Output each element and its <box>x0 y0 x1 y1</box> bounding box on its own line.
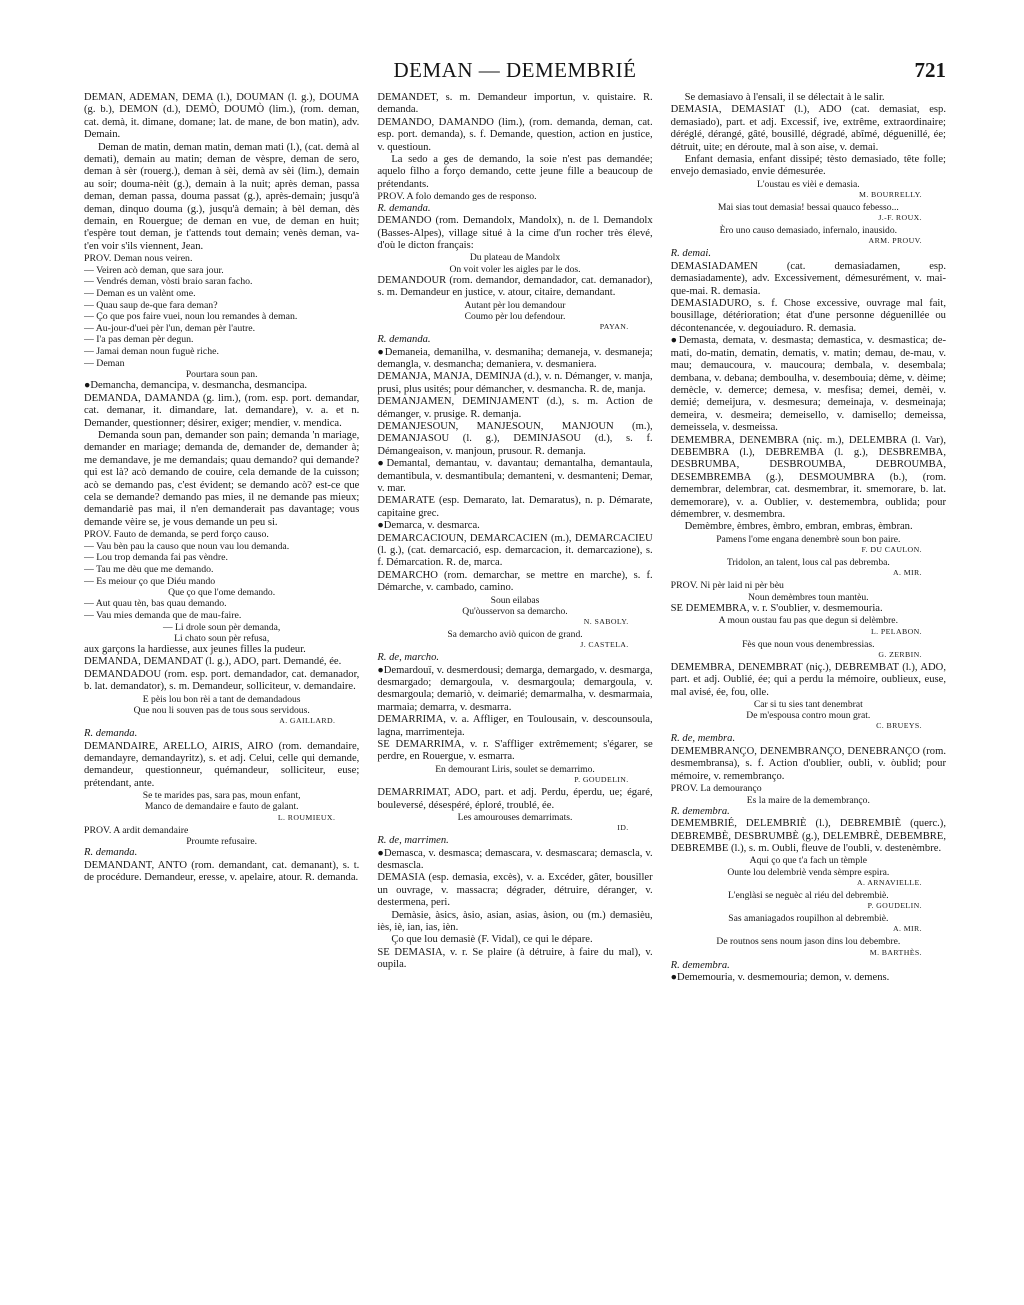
etymology-reference: R. de, marcho. <box>377 652 440 664</box>
quotation-author: A. ARNAVIELLE. <box>856 877 922 887</box>
quotation-author: A. GAILLARD. <box>279 716 336 726</box>
etymology-reference: R. demanda. <box>377 202 431 214</box>
quotation-line: Coumo pèr lou defendour. <box>464 310 566 322</box>
quotation-author: J. CASTELA. <box>580 640 629 650</box>
proverb-line: — Aut quau tèn, bas quau demando. <box>84 598 227 610</box>
quotation-line: Pamens l'ome engana denembrè soun bon paire. <box>716 533 901 545</box>
quotation-author: P. GOUDELIN. <box>574 775 629 785</box>
etymology-reference: R. demai. <box>670 248 711 260</box>
dictionary-entry: ●Demasca, v. desmasca; demascara, v. desmascara; demascla, v. desmascla. <box>377 847 653 871</box>
dictionary-entry: ●Demasta, demata, v. desmasta; demastica, v. desmastica; de-mati, do-matin, dematin, dematis, v. matin; demau, de-mau, v. mau; demaucoura, v. maucoura; dembala, v. desembala; dembana, v. debana; demboulha, v. desembouia; dème, v. dèime; demècle, v. demerce; demesa, v. mesfisa; demei, demèi, v. demié; demeijura, v. desmesura; demeinaja, v. desmeinaja; demeira, v. desmeira; demeisello, v. damisello; demeissa, demeissela, v. desmeissa. <box>670 335 946 434</box>
proverb-line: — Es meiour ço que Diéu mando <box>84 575 216 587</box>
page-header <box>84 58 946 86</box>
quotation-line: Qu'òusservon sa demarcho. <box>462 605 568 617</box>
dictionary-entry: DEMANDA, DEMANDAT (l. g.), ADO, part. Demandé, ée. <box>84 656 342 668</box>
quotation-author: L. PELABON. <box>871 626 922 636</box>
dictionary-entry: DEMANDO (rom. Demandolx, Mandolx), n. de l. Demandolx (Basses-Alpes), village situé à la cime d'un rocher très élevé, d'où le dicton français: <box>377 215 653 252</box>
dictionary-entry: DEMARRIMA, v. a. Affliger, en Toulousain, v. descounsoula, lagna, marrimenteja. <box>377 714 653 738</box>
dictionary-entry: ●Dememouria, v. desmemouria; demon, v. demens. <box>670 971 890 983</box>
usage-paragraph: La sedo a ges de demando, la soie n'est pas demandée; aquelo filho a forço demando, cette jeune fille a beaucoup de prétendants. <box>377 154 653 190</box>
quotation-line: Li chato soun pèr refusa, <box>174 632 270 644</box>
column-left <box>84 92 359 1242</box>
dictionary-entry: SE DEMASIA, v. r. Se plaire (à détruire, à faire du mal), v. oupila. <box>377 946 653 971</box>
quotation-author: ID. <box>617 823 629 833</box>
proverb-line: — Deman <box>84 357 125 369</box>
dictionary-entry: DEMEMBRIÉ, DELEMBRIÈ (l.), DEBREMBIÈ (querc.), DEBREMBÈ, DESBRUMBÈ (g.), DELEMBRÈ, DEBEMBRE, DEBREMBE (l.), s. m. Oubli, fleuve de l'oubli, v. destenèmbre. <box>670 818 946 855</box>
quotation-author: A. MIR. <box>892 924 922 934</box>
quotation-line: Car si tu sies tant denembrat <box>753 699 863 711</box>
usage-paragraph: Deman de matin, deman matin, deman mati (l.), (cat. demà al demati), demain au matin; deman de vèspre, deman de sero, deman à sèr (rouerg.), deman à sèi, demà av sèi (lim.), demain au soir; douma-nèit (g.), demain à la nuit; après deman, passa deman, deman passa, douma passat (g.), après-demain; jusqu'à deman, dinquo douma (g.), jusqu'à demain; à bèl deman, dès demain, en Rouergue; de deman en vue, de deman en huit; t'espère tout deman, je t'attends tout demain; venès deman, va-t'en voir s'ils viennent, Jean. <box>84 141 360 252</box>
proverb-line: — Au-jour-d'uei pèr l'un, deman pèr l'autre. <box>84 322 256 334</box>
dictionary-entry: DEMAN, ADEMAN, DEMA (l.), DOUMAN (l. g.), DOUMA (g. b.), DEMON (d.), DEMÒ, DOUMÒ (lim.), (rom. deman, cat. demà, it. dimane, domane; lat. de mane, de bon matin), adv. Demain. <box>84 92 360 141</box>
page-title: DEMAN — DEMEMBRIÉ <box>393 58 637 82</box>
etymology-reference: R. demanda. <box>377 334 431 346</box>
proverb-line: PROV. A folo demando ges de responso. <box>377 191 537 203</box>
dictionary-columns <box>84 92 946 1242</box>
etymology-reference: R. demanda. <box>84 728 138 740</box>
quotation-line: A moun oustau fau pas que degun si delèmbre. <box>718 615 898 627</box>
usage-paragraph: Ço que lou demasiè (F. Vidal), ce qui le dépare. <box>391 934 593 946</box>
dictionary-entry: DEMASIADAMEN (cat. demasiadamen, esp. demasiadamente), adv. Excessivement, démesurément, v. mai-que-mai. R. demasia. <box>670 260 946 297</box>
quotation-line: Pourtara soun pan. <box>185 369 258 381</box>
proverb-line: — Vau mies demanda que de mau-faire. <box>84 610 242 622</box>
proverb-line: — I'a pas deman pèr degun. <box>84 334 194 346</box>
etymology-reference: R. de, membra. <box>670 733 736 745</box>
dictionary-entry: DEMANDADOU (rom. esp. port. demandador, cat. demanador, b. lat. demandator), s. m. Demandeur, solliciteur, v. demandaire. <box>84 668 360 693</box>
quotation-author: G. ZERBIN. <box>878 649 922 659</box>
quotation-line: Noun demèmbres toun mantèu. <box>748 591 869 603</box>
quotation-line: Manco de demandaire e fauto de galant. <box>144 801 299 813</box>
quotation-line: Proumte refusaire. <box>186 836 258 848</box>
dictionary-entry: DEMANDAIRE, ARELLO, AIRIS, AIRO (rom. demandaire, demandayre, demandayritz), s. et adj. Celui, celle qui demande, demandeur, questionneur, quémandeur, solliciteur, euse; prétendant, ante. <box>84 740 360 789</box>
usage-paragraph: Demanda soun pan, demander son pain; demanda 'n mariage, demander en mariage; demanda de, demander de, demander à; me demandave, je me demandais; quau demando? qui demande? qui est là? acò demando de couire, cela demande de la cuisson; acò se demando pas, c'est évident; se demando acò? est-ce que cela se demande? demando pas mies, il ne demande pas mieux; demandariè pas mai, il n'en demanderait pas davantage; vous demande vèire se, je vous demande un peu si. <box>84 430 360 528</box>
proverb-line: PROV. Ni pèr laid ni pèr bèu <box>670 580 784 592</box>
quotation-line: Mai sias tout demasia! bessai quauco febesso... <box>717 202 899 214</box>
quotation-line: E pèis lou bon rèi a tant de demandadous <box>142 693 301 705</box>
quotation-author: A. MIR. <box>892 568 922 578</box>
proverb-line: PROV. Deman nous veiren. <box>84 253 193 265</box>
quotation-author: N. SABOLY. <box>583 617 629 627</box>
quotation-line: Du plateau de Mandolx <box>469 252 561 264</box>
dictionary-entry: DEMANJA, MANJA, DEMINJA (d.), v. n. Démanger, v. manja, prusi, plus usités; pour démancher, v. desmancha. R. de, manja. <box>377 371 653 395</box>
proverb-line: — Lou trop demanda fai pas vèndre. <box>84 552 228 564</box>
quotation-line: Que ço que l'ome demando. <box>168 587 276 599</box>
quotation-author: M. BOURRELLY. <box>859 190 922 200</box>
usage-paragraph: Enfant demasia, enfant dissipé; tèsto demasiado, tête folle; envejo demasiado, envie démesurée. <box>670 154 946 178</box>
proverb-line: — Vendrés deman, vòsti braio saran facho. <box>84 276 253 288</box>
quotation-line: Se te marides pas, sara pas, moun enfant, <box>142 790 301 802</box>
dictionary-entry: DEMANDOUR (rom. demandor, demandador, cat. demanador), s. m. Demandeur en justice, v. atour, citaire, demandant. <box>377 274 653 299</box>
dictionary-entry: DEMANJAMEN, DEMINJAMENT (d.), s. m. Action de démanger, v. prusige. R. demanja. <box>377 396 653 420</box>
usage-paragraph: Demàsie, àsics, àsio, asian, asias, àsion, ou (m.) demasièu, iès, iè, ian, ias, ièn. <box>377 909 653 933</box>
dictionary-entry: DEMARRIMAT, ADO, part. et adj. Perdu, éperdu, ue; égaré, bouleversé, désespéré, éploré, troublé, ée. <box>377 787 653 811</box>
quotation-line: En demourant Liris, soulet se demarrimo. <box>435 763 595 775</box>
quotation-line: Sas amaniagados roupilhon al debrembiè. <box>728 913 889 925</box>
etymology-reference: R. de, marrimen. <box>377 835 449 847</box>
quotation-line: Fès que noun vous denembressias. <box>742 638 875 650</box>
quotation-author: F. DU CAULON. <box>861 545 922 554</box>
proverb-line: — Jamai deman noun fuguè riche. <box>84 346 219 358</box>
dictionary-entry: DEMANDA, DAMANDA (g. lim.), (rom. esp. port. demandar, cat. demanar, it. dimandare, lat. demandare), v. a. et n. Demander, questionner; désirer, exiger; mendier, v. mendica. <box>84 392 360 429</box>
etymology-reference: R. demembra. <box>670 959 730 971</box>
quotation-line: Aqui ço que t'a fach un tèmple <box>749 855 867 867</box>
quotation-author: ARM. PROUV. <box>868 236 922 246</box>
proverb-line: — Quau saup de-que fara deman? <box>84 299 218 311</box>
dictionary-entry: aux garçons la hardiesse, aux jeunes filles la pudeur. <box>84 644 306 656</box>
dictionary-entry: SE DEMARRIMA, v. r. S'affliger extrêmement; s'égarer, se perdre, en Rouergue, v. esmarra. <box>377 739 653 763</box>
dictionary-entry: DEMASIA (esp. demasia, excès), v. a. Excéder, gâter, bousiller un ouvrage, v. massacra; dégrader, détruire, déranger, v. destermena, peri. <box>377 872 653 909</box>
dictionary-entry: ●Demardouï, v. desmerdousi; demarga, demargado, v. desmarga, desmargado; demargoula, v. desmargoula; demargoula, v. desmargoula; demariò, v. deimarié; demarmalha, v. desmarmaia, marmaia; demarra, v. desmarra. <box>377 664 653 713</box>
dictionary-entry: ●Demarca, v. desmarca. <box>377 520 480 532</box>
dictionary-entry: DEMARCHO (rom. demarchar, se mettre en marche), s. f. Démarche, v. cambado, camino. <box>377 569 653 594</box>
quotation-line: Soun eilabas <box>490 594 540 606</box>
dictionary-entry: DEMASIA, DEMASIAT (l.), ADO (cat. demasiat, esp. demasiado), part. et adj. Excessif, ive, extrême, extraordinaire; déréglé, dérangé, gâté, bousillé, dégradé, abîmé, déguenillé, ée; détruit, uite; en déroute, mal à son aise, v. demai. <box>670 104 946 153</box>
quotation-line: L'oustau es vièi e demasia. <box>756 178 860 190</box>
quotation-line: Sa demarcho aviò quicon de grand. <box>447 629 583 641</box>
usage-paragraph: Demèmbre, èmbres, èmbro, embran, embras, èmbran. <box>684 521 913 533</box>
page-number: 721 <box>914 58 946 82</box>
quotation-line: Tridolon, an talent, lous cal pas debremba. <box>726 557 890 568</box>
quotation-line: De routnos sens noum jason dins lou debembre. <box>716 936 901 948</box>
dictionary-entry: DEMEMBRA, DENEMBRA (niç. m.), DELEMBRA (l. Var), DEBEMBRA (l.), DEBREMBA (l. g.), DESBREMBA, DESBRUMBA, DESBROUMBA, DEBROUMBA, DESEMBREMBA (g.), DESMOUMBRA (b.), (rom. demembrar, delembrar, cat. desmembrar, it. smemorare, b. lat. dememorare), v. a. Oublier, v. destemembra, oublida; pour démembrer, v. desmembra. <box>670 434 946 520</box>
dictionary-entry: ●Demaneia, demanilha, v. desmaniha; demaneja, v. desmaneja; demangla, v. desmancha; demaniera, v. desmaniera. <box>377 346 653 370</box>
proverb-line: PROV. A ardit demandaire <box>84 824 189 836</box>
proverb-line: — Ço que pos faire vuei, noun lou remandes à deman. <box>84 311 298 323</box>
proverb-line: — Veiren acò deman, que sara jour. <box>84 264 224 276</box>
dictionary-entry: SE DEMEMBRA, v. r. S'oublier, v. desmemouria. <box>670 603 883 614</box>
quotation-author: L. ROUMIEUX. <box>277 812 336 822</box>
quotation-line: Les amourouses demarrimats. <box>457 811 573 823</box>
column-middle <box>377 92 652 1242</box>
quotation-author: C. BRUEYS. <box>876 721 922 731</box>
dictionary-entry: DEMANDO, DAMANDO (lim.), (rom. demanda, deman, cat. esp. port. demanda), s. f. Demande, question, action en justice, v. questioun. <box>377 116 653 153</box>
quotation-line: Que nou li souven pas de tous sous servidous. <box>133 704 310 716</box>
dictionary-entry: DEMARCACIOUN, DEMARCACIEN (m.), DEMARCACIEU (l. g.), (cat. demarcació, esp. demarcacion, it. demarcazione), s. f. Démarcation. R. de, marca. <box>377 532 653 569</box>
quotation-line: — Li drole soun pèr demanda, <box>163 621 281 633</box>
dictionary-entry: ●Demancha, demancipa, v. desmancha, desmancipa. <box>84 380 308 392</box>
usage-paragraph: Se demasiavo à l'ensali, il se délectait à le salir. <box>684 92 885 103</box>
dictionary-entry: DEMANJESOUN, MANJESOUN, MANJOUN (m.), DEMANJASOU (l. g.), DEMINJASOU (d.), s. f. Démangeaison, v. manjoun, prusour. R. demanja. <box>377 420 653 457</box>
proverb-line: — Deman es un valènt ome. <box>84 288 196 300</box>
proverb-line: — Vau bèn pau la causo que noun vau lou demanda. <box>84 540 290 552</box>
etymology-reference: R. demanda. <box>84 847 138 859</box>
quotation-line: L'englàsi se neguèc al riéu del debrembiè. <box>727 889 889 901</box>
quotation-line: Ounte lou delembriè venda sèmpre espira. <box>727 866 890 878</box>
quotation-line: Es la maire de la demembranço. <box>746 794 870 806</box>
proverb-line: — Tau me dèu que me demando. <box>84 564 214 576</box>
dictionary-entry: DEMANDET, s. m. Demandeur importun, v. quistaire. R. demanda. <box>377 92 653 116</box>
dictionary-entry: DEMASIADURO, s. f. Chose excessive, ouvrage mal fait, bousillage, détérioration; état d'une personne déguenillée ou décontenancée, v. degouiaduro. R. demasia. <box>670 298 946 334</box>
quotation-author: M. BARTHÈS. <box>869 947 922 957</box>
quotation-line: Autant pèr lou demandour <box>464 299 566 311</box>
proverb-line: PROV. La demouranço <box>670 783 762 795</box>
quotation-line: On voit voler les aigles par le dos. <box>449 263 581 275</box>
dictionary-entry: ●Demantal, demantau, v. davantau; demantalha, demantaula, demantibula, v. desmantibula; demanteni, v. desmanteni; Demar, v. mar. <box>377 458 653 494</box>
dictionary-entry: DEMEMBRANÇO, DENEMBRANÇO, DENEBRANÇO (rom. desmembransa), s. f. Action d'oublier, oubli, v. òublid; pour mémoire, v. remembranço. <box>670 745 946 782</box>
dictionary-entry: DEMARATE (esp. Demarato, lat. Demaratus), n. p. Démarate, capitaine grec. <box>377 495 653 519</box>
quotation-line: De m'espousa contro moun grat. <box>746 710 871 722</box>
dictionary-entry: DEMEMBRA, DENEMBRAT (niç.), DEBREMBAT (l.), ADO, part. et adj. Oublié, ée; qui a perdu la mémoire, oublieux, euse, mal avisé, ée, fou, olle. <box>670 661 946 698</box>
column-right <box>671 92 946 1242</box>
quotation-line: Èro uno causo demasiado, infernalo, inausido. <box>719 225 898 237</box>
quotation-author: PAYAN. <box>599 322 629 332</box>
etymology-reference: R. demembra. <box>670 805 730 817</box>
quotation-author: P. GOUDELIN. <box>867 901 922 911</box>
proverb-line: PROV. Fauto de demanda, se perd forço causo. <box>84 529 269 541</box>
dictionary-entry: DEMANDANT, ANTO (rom. demandant, cat. demanant), s. t. de procédure. Demandeur, eresse, v. apelaire, atour. R. demanda. <box>84 859 360 884</box>
quotation-author: J.-F. ROUX. <box>878 213 922 223</box>
